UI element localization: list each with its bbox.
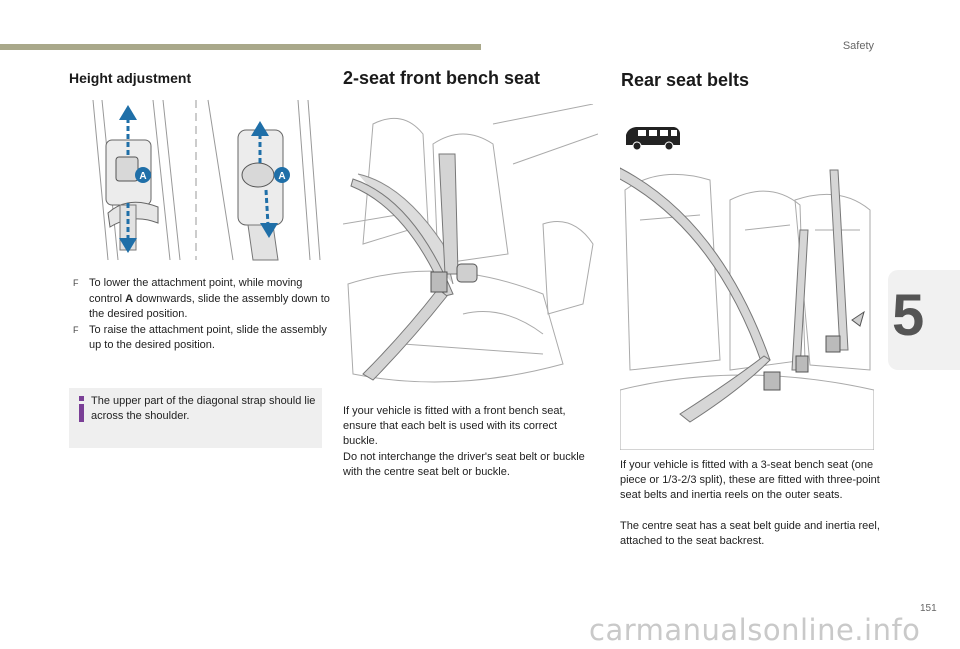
watermark: carmanualsonline.info	[589, 613, 921, 647]
list-item	[69, 276, 334, 323]
front-bench-para1: If your vehicle is fitted with a front bench seat, ensure that each belt is used with its correct buckle.	[343, 405, 566, 447]
rear-belts-para2: The centre seat has a seat belt guide and inertia reel, attached to the seat backrest.	[620, 520, 880, 547]
front-bench-para2: Do not interchange the driver's seat belt or buckle with the centre seat belt or buckle.	[343, 451, 585, 478]
height-adjustment-illustration	[88, 95, 328, 265]
height-adjustment-heading: Height adjustment	[69, 70, 192, 86]
bullet-text: downwards, slide the assembly down to the desired position.	[89, 292, 330, 320]
rear-belts-heading: Rear seat belts	[621, 70, 750, 90]
height-adjustment-instructions	[69, 276, 334, 354]
front-bench-heading: 2-seat front bench seat	[343, 68, 541, 88]
front-bench-illustration	[343, 104, 598, 396]
callout-a-right: A	[278, 171, 286, 182]
info-note	[69, 388, 322, 448]
rear-seat-belts-illustration	[620, 160, 874, 450]
control-label: A	[125, 292, 134, 305]
callout-a-left: A	[139, 171, 147, 182]
chapter-number: 5	[892, 283, 925, 348]
list-item	[69, 323, 334, 354]
info-icon	[77, 396, 86, 422]
bullet-text: To raise the attachment point, slide the assembly up to the desired position.	[89, 323, 327, 351]
info-text: The upper part of the diagonal strap should lie across the shoulder.	[91, 395, 316, 422]
section-title: Safety	[842, 40, 874, 52]
header-rule	[0, 44, 481, 50]
bullet-text: To lower the attachment point, while moving control	[89, 277, 303, 305]
bullet-marker: F	[73, 278, 79, 288]
rear-belts-para1: If your vehicle is fitted with a 3-seat bench seat (one piece or 1/3-2/3 split), these are fitted with three-point seat belts and inertia reels on the outer seats.	[620, 459, 880, 501]
page-number: 151	[920, 603, 937, 614]
van-icon	[624, 125, 682, 151]
bullet-marker: F	[73, 324, 79, 335]
